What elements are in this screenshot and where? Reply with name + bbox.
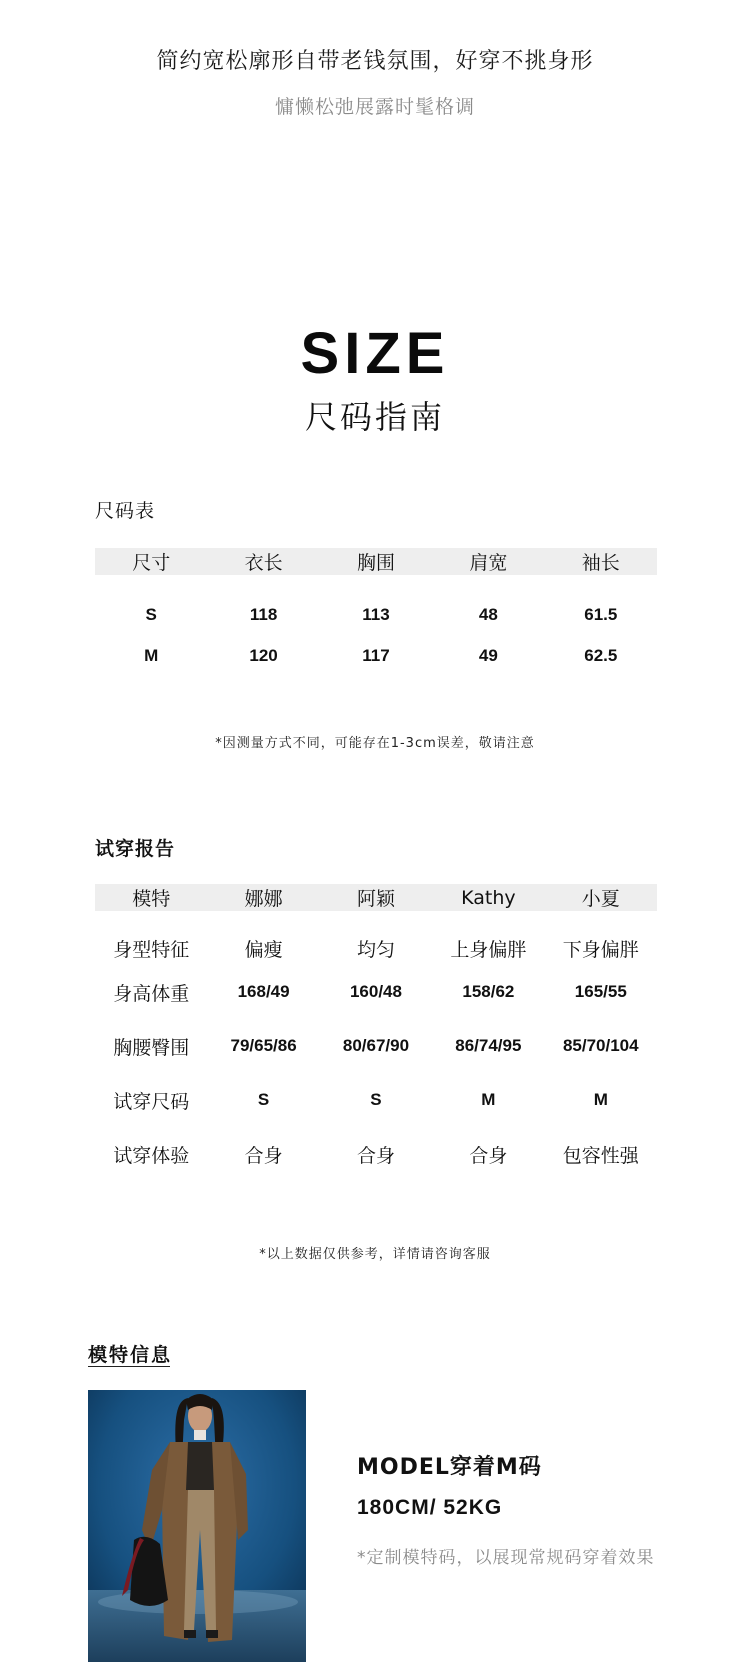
table-cell: 下身偏胖	[562, 938, 639, 961]
table-cell: 试穿尺码	[113, 1090, 190, 1113]
table-cell: M	[481, 1090, 496, 1109]
size-chart-header: 肩宽	[432, 548, 544, 575]
table-cell: 合身	[244, 1144, 283, 1167]
table-row	[95, 629, 657, 683]
model-note: *定制模特码，以展现常规码穿着效果	[357, 1548, 655, 1568]
fit-report-header: 娜娜	[207, 884, 319, 911]
table-cell: 48	[478, 604, 498, 624]
table-cell: 包容性强	[562, 1144, 639, 1167]
size-chart-table	[95, 548, 657, 683]
table-cell: 113	[362, 604, 390, 624]
table-cell: 合身	[356, 1144, 395, 1167]
table-row	[95, 965, 657, 1019]
fit-report-header: 阿颖	[320, 884, 432, 911]
size-chart-header-row	[95, 548, 657, 575]
table-row	[95, 1073, 657, 1127]
table-cell: 168/49	[237, 982, 290, 1001]
table-cell: 61.5	[584, 604, 618, 624]
model-photo-illustration	[88, 1390, 306, 1662]
size-title: SIZE	[300, 321, 450, 386]
table-cell: 160/48	[349, 982, 402, 1001]
model-info-underline	[88, 1366, 170, 1367]
fit-report-header: Kathy	[432, 884, 544, 911]
size-guide-subtitle: 尺码指南	[304, 398, 445, 436]
table-cell: 偏瘦	[244, 938, 283, 961]
fit-report-header-row	[95, 884, 657, 911]
table-cell: S	[370, 1090, 382, 1109]
size-chart-note: *因测量方式不同，可能存在1-3cm误差，敬请注意	[215, 736, 535, 751]
table-cell: 合身	[469, 1144, 508, 1167]
table-row	[95, 1127, 657, 1181]
table-row	[95, 1019, 657, 1073]
fit-report-table	[95, 884, 657, 1181]
table-cell: 62.5	[584, 646, 618, 665]
subline: 慵懒松弛展露时髦格调	[274, 96, 475, 118]
table-cell: 85/70/104	[562, 1036, 639, 1055]
table-row	[95, 911, 657, 965]
size-chart-header: 尺寸	[95, 548, 207, 575]
table-cell: 胸腰臀围	[113, 1036, 190, 1059]
table-cell: M	[593, 1090, 608, 1109]
table-cell: 165/55	[574, 982, 627, 1001]
table-cell: 118	[249, 604, 278, 624]
table-cell: 试穿体验	[113, 1144, 190, 1167]
table-cell: 158/62	[462, 982, 515, 1001]
table-cell: S	[145, 604, 157, 624]
model-measurements: 180CM/ 52KG	[357, 1496, 503, 1519]
model-photo	[88, 1390, 306, 1662]
table-cell: 79/65/86	[230, 1036, 297, 1055]
table-cell: 120	[249, 646, 278, 665]
size-chart-label: 尺码表	[95, 500, 156, 522]
fit-report-header: 小夏	[545, 884, 657, 911]
size-chart-header: 胸围	[320, 548, 432, 575]
fit-report-label: 试穿报告	[95, 838, 176, 860]
table-cell: 均匀	[356, 938, 395, 961]
table-cell: 49	[478, 646, 498, 665]
table-cell: M	[144, 646, 159, 665]
fit-report-header: 模特	[95, 884, 207, 911]
table-cell: 86/74/95	[455, 1036, 522, 1055]
size-chart-header: 衣长	[207, 548, 319, 575]
model-info-label: 模特信息	[88, 1344, 173, 1366]
table-cell: S	[257, 1090, 270, 1109]
tagline: 简约宽松廓形自带老钱氛围，好穿不挑身形	[156, 49, 594, 74]
table-cell: 117	[362, 646, 390, 665]
table-cell: 身型特征	[113, 938, 190, 961]
model-size-text: MODEL穿着M码	[357, 1455, 542, 1480]
table-cell: 身高体重	[113, 982, 190, 1005]
fit-report-note: *以上数据仅供参考，详情请咨询客服	[259, 1247, 491, 1262]
size-chart-header: 袖长	[545, 548, 657, 575]
table-cell: 上身偏胖	[450, 938, 527, 961]
table-row	[95, 575, 657, 629]
table-cell: 80/67/90	[342, 1036, 410, 1055]
